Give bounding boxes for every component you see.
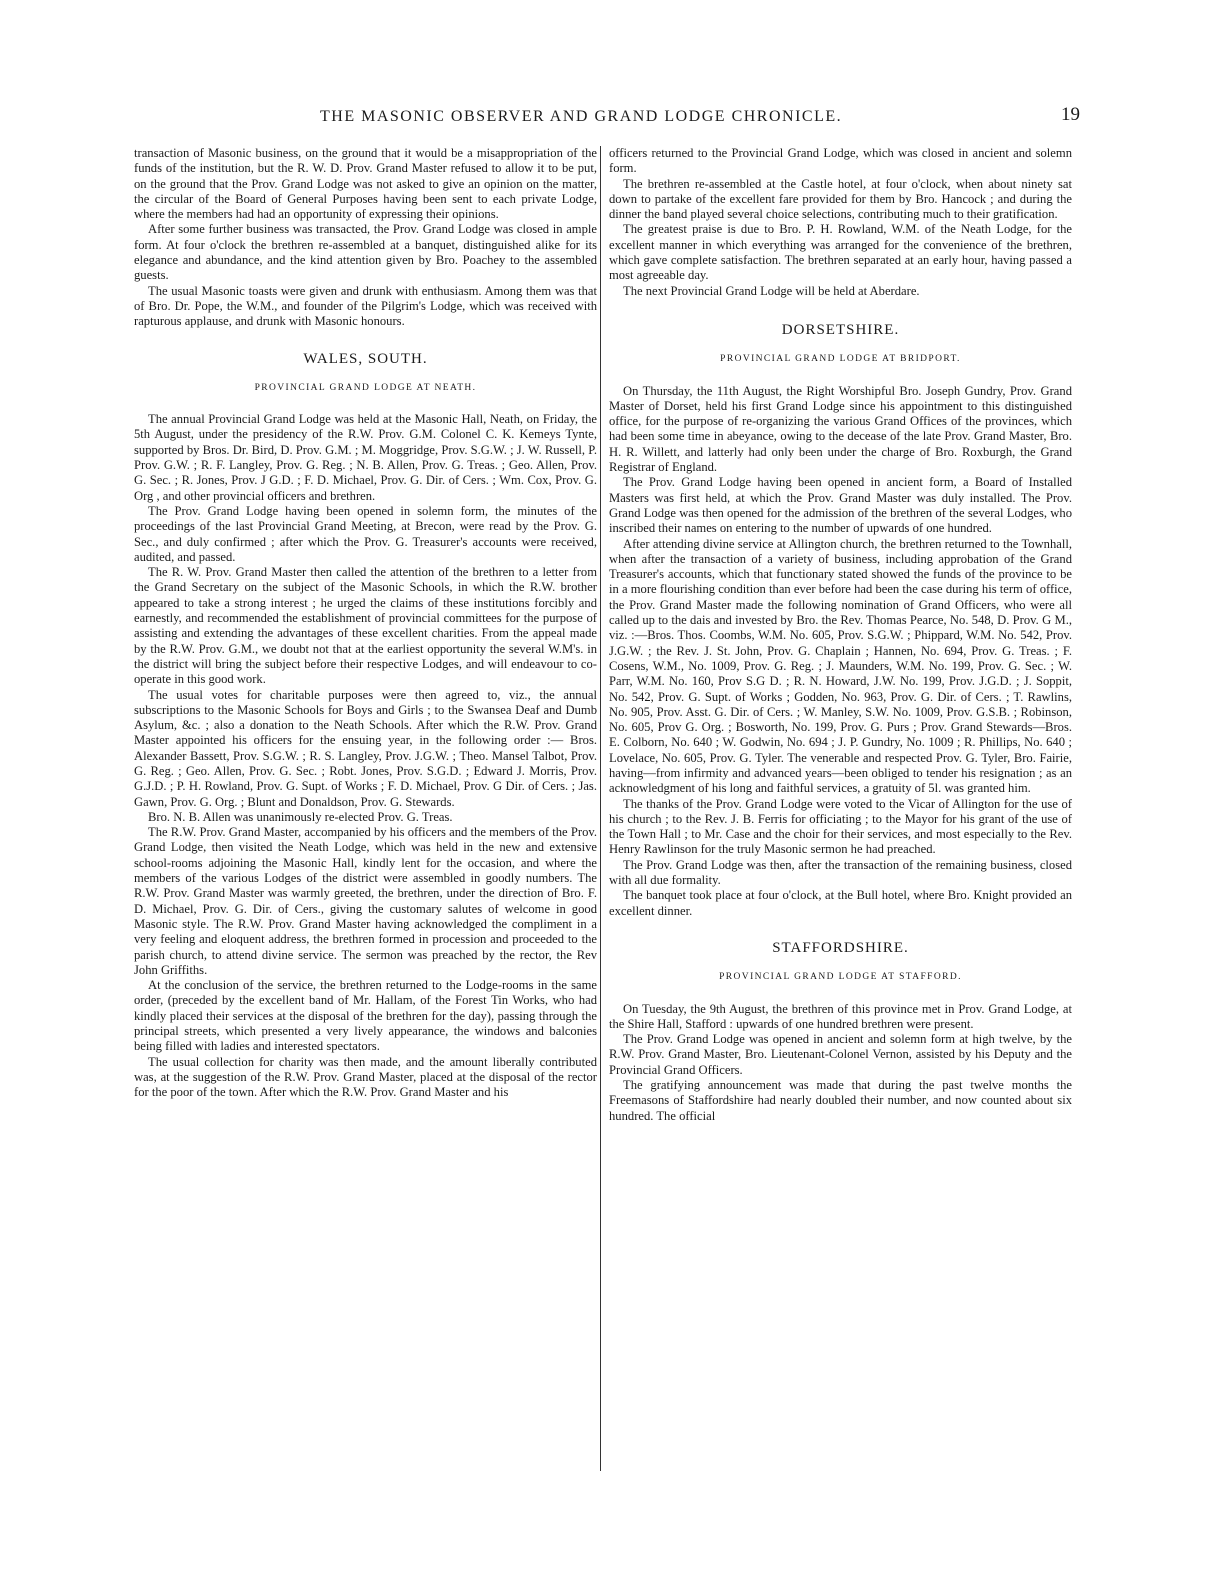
section-subheading-bridport: PROVINCIAL GRAND LODGE AT BRIDPORT. bbox=[720, 354, 961, 365]
column-divider bbox=[600, 146, 601, 1471]
paragraph: The banquet took place at four o'clock, at the Bull hotel, where Bro. Knight provided an excellent dinner. bbox=[609, 888, 1072, 918]
paragraph: Bro. N. B. Allen was unanimously re-elected Prov. G. Treas. bbox=[148, 809, 453, 824]
paragraph: The Prov. Grand Lodge was then, after the transaction of the remaining business, closed with all due formality. bbox=[609, 857, 1072, 888]
paragraph: The greatest praise is due to Bro. P. H. Rowland, W.M. of the Neath Lodge, for the excellent manner in which everything was arranged for the convenience of the brethren, which gave complete satisfaction. The brethren separated at an early hour, having passed a most agreeable day. bbox=[609, 222, 1072, 283]
running-head bbox=[130, 104, 1080, 132]
paragraph: The annual Provincial Grand Lodge was held at the Masonic Hall, Neath, on Friday, the 5th August, under the presidency of the R.W. Prov. G.M. Colonel C. K. Kemeys Tynte, supported by Bros. Dr. Bird, D. Prov. G.M. ; M. Moggridge, Prov. S.G.W. ; J. W. Russell, P. Prov. G.W. ; R. F. Langley, Prov. G. Reg. ; N. B. Allen, Prov. G. Treas. ; Geo. Allen, Prov. G. Sec. ; R. Jones, Prov. J G.D. ; F. D. Michael, Prov. G. Dir. of Cers. ; Wm. Cox, Prov. G. Org , and other provincial officers and brethren. bbox=[134, 412, 597, 503]
section-subheading-stafford: PROVINCIAL GRAND LODGE AT STAFFORD. bbox=[719, 972, 962, 983]
page-number: 19 bbox=[1061, 104, 1080, 125]
paragraph: After attending divine service at Allington church, the brethren returned to the Townhall, when after the transaction of a variety of business, including approbation of the Grand Treasurer's accounts, which that functionary stated showed the funds of the province to be in a more flourishing condition than ever before had been the case during his term of office, the Prov. Grand Master made the following nomination of Grand Officers, who were all called up to the dais and invested by Bro. the Rev. Thomas Pearce, No. 548, D. Prov. G M., viz. :—Bros. Thos. Coombs, W.M. No. 605, Prov. S.G.W. ; Phippard, W.M. No. 542, Prov. J.G.W. ; the Rev. J. St. John, Prov. G. Chaplain ; Hannen, No. 694, Prov. G. Treas. ; F. Cosens, W.M., No. 1009, Prov. G. Reg. ; J. Maunders, W.M. No. 199, Prov. G. Sec. ; W. Parr, W.M. No. 160, Prov S.G D. ; R. N. Howard, J.W. No. 199, Prov. J.G.D. ; J. Soppit, No. 542, Prov. G. Supt. of Works ; Godden, No. 963, Prov. G. Dir. of Cers. ; T. Rawlins, No. 905, Prov. Asst. G. Dir. of Cers. ; W. Manley, S.W. No. 1009, Prov. G.S.B. ; Robinson, No. 605, Prov G. Org. ; Bosworth, No. 199, Prov. G. Purs ; Prov. Grand Stewards—Bros. E. Colborn, No. 640 ; W. Godwin, No. 694 ; J. P. Gundry, No. 1009 ; R. Phillips, No. 640 ; Lovelace, No. 605, Prov. G. Tyler. The venerable and respected Prov. G. Tyler, Bro. Fairie, having—from infirmity and advanced years—been obliged to tender his resignation ; as an acknowledgment of his long and faithful services, a gratuity of 5l. was granted him. bbox=[609, 536, 1072, 796]
right-column bbox=[609, 146, 1072, 1486]
paragraph: The brethren re-assembled at the Castle hotel, at four o'clock, when about ninety sat down to partake of the excellent fare provided for them by Bro. Hancock ; and during the dinner the band played several choice selections, contributing much to their gratification. bbox=[609, 176, 1072, 222]
section-heading-wales-south: WALES, SOUTH. bbox=[303, 350, 428, 367]
paragraph: The gratifying announcement was made that during the past twelve months the Freemasons of Staffordshire had nearly doubled their number, and now counted about six hundred. The official bbox=[609, 1078, 1072, 1123]
paragraph: On Thursday, the 11th August, the Right Worshipful Bro. Joseph Gundry, Prov. Grand Master of Dorset, held his first Grand Lodge since his appointment to this distinguished office, for the purpose of re-organizing the various Grand Offices of the provinces, which had been some time in abeyance, owing to the decease of the late Prov. Grand Master, Bro. H. R. Willett, and latterly had only been under the charge of Bro. Roxburgh, the Grand Registrar of England. bbox=[609, 383, 1072, 475]
paragraph: The usual Masonic toasts were given and drunk with enthusiasm. Among them was that of Bro. Dr. Pope, the W.M., and founder of the Pilgrim's Lodge, which was received with rapturous applause, and drunk with Masonic honours. bbox=[134, 283, 597, 329]
publication-title: THE MASONIC OBSERVER AND GRAND LODGE CHRONICLE. bbox=[320, 108, 843, 125]
paragraph: The Prov. Grand Lodge having been opened in ancient form, a Board of Installed Masters was first held, at which the Prov. Grand Master was duly installed. The Prov. Grand Lodge was then opened for the admission of the brethren of the several Lodges, who inscribed their names on entering to the number of upwards of one hundred. bbox=[609, 475, 1072, 536]
paragraph: The next Provincial Grand Lodge will be held at Aberdare. bbox=[623, 283, 920, 298]
left-column bbox=[134, 146, 597, 1486]
paragraph: The Prov. Grand Lodge having been opened in solemn form, the minutes of the proceedings of the last Provincial Grand Meeting, at Brecon, were read by the Prov. G. Sec., and duly confirmed ; after which the Prov. G. Treasurer's accounts were received, audited, and passed. bbox=[134, 503, 597, 564]
paragraph: The thanks of the Prov. Grand Lodge were voted to the Vicar of Allington for the use of his church ; to the Rev. J. B. Ferris for officiating ; to the Mayor for his grant of the use of the Town Hall ; to Mr. Case and the choir for their services, and most especially to the Rev. Henry Rawlinson for the truly Masonic sermon he had preached. bbox=[609, 796, 1072, 857]
paragraph: officers returned to the Provincial Grand Lodge, which was closed in ancient and solemn form. bbox=[609, 146, 1072, 176]
section-heading-dorsetshire: DORSETSHIRE. bbox=[781, 321, 900, 338]
section-subheading-neath: PROVINCIAL GRAND LODGE AT NEATH. bbox=[254, 382, 477, 393]
paragraph: The usual votes for charitable purposes were then agreed to, viz., the annual subscriptions to the Masonic Schools for Boys and Girls ; to the Swansea Deaf and Dumb Asylum, &c. ; also a donation to the Neath Schools. After which the R.W. Prov. Grand Master appointed his officers for the ensuing year, in the following order :— Bros. Alexander Bassett, Prov. S.G.W. ; R. S. Langley, Prov. J.G.W. ; Theo. Mansel Talbot, Prov. G. Reg. ; Geo. Allen, Prov. G. Sec. ; Robt. Jones, Prov. S.G.D. ; Edward J. Morris, Prov. G.J.D. ; P. H. Rowland, Prov. G. Supt. of Works ; F. D. Michael, Prov. G Dir. of Cers. ; Jas. Gawn, Prov. G. Org. ; Blunt and Donaldson, Prov. G. Stewards. bbox=[134, 687, 597, 809]
paragraph: On Tuesday, the 9th August, the brethren of this province met in Prov. Grand Lodge, at the Shire Hall, Stafford : upwards of one hundred brethren were present. bbox=[609, 1001, 1072, 1031]
paragraph: transaction of Masonic business, on the ground that it would be a misappropriation of the funds of the institution, but the R. W. D. Prov. Grand Master refused to allow it to be put, on the ground that the Prov. Grand Lodge was not asked to give an opinion on the matter, the circular of the Board of General Purposes having been sent to each private Lodge, where the members had had an opportunity of expressing their opinions. bbox=[134, 146, 597, 222]
paragraph: The usual collection for charity was then made, and the amount liberally contributed was, at the suggestion of the R.W. Prov. Grand Master, placed at the disposal of the rector for the poor of the town. After which the R.W. Prov. Grand Master and his bbox=[134, 1054, 597, 1100]
paragraph: The R.W. Prov. Grand Master, accompanied by his officers and the members of the Prov. Grand Lodge, then visited the Neath Lodge, which was held in the new and extensive school-rooms adjoining the Masonic Hall, kindly lent for the occasion, and where the members of the various Lodges of the district were assembled in goodly numbers. The R.W. Prov. Grand Master was warmly greeted, the brethren, under the direction of Bro. F. D. Michael, Prov. G. Dir. of Cers., giving the customary salutes of welcome in good Masonic style. The R.W. Prov. Grand Master having acknowledged the compliment in a very feeling and eloquent address, the brethren formed in procession and proceeded to the parish church, to attend divine service. The sermon was preached by the rector, the Rev John Griffiths. bbox=[134, 825, 597, 977]
paragraph: At the conclusion of the service, the brethren returned to the Lodge-rooms in the same order, (preceded by the excellent band of Mr. Hallam, of the Forest Tin Works, who had kindly placed their services at the disposal of the brethren for the day), passing through the principal streets, which presented a very lively appearance, the windows and balconies being filled with ladies and interested spectators. bbox=[134, 978, 597, 1054]
paragraph: The R. W. Prov. Grand Master then called the attention of the brethren to a letter from the Grand Secretary on the subject of the Masonic Schools, in which the R.W. brother appeared to take a strong interest ; he urged the claims of these institutions forcibly and earnestly, and recommended the establishment of provincial committees for the purpose of assisting and extending the advantages of these excellent charities. From the appeal made by the R.W. Prov. G.M., we doubt not that at the earliest opportunity the several W.M's. in the district will bring the subject before their respective Lodges, and will endeavour to co-operate in this good work. bbox=[134, 565, 597, 687]
section-heading-staffordshire: STAFFORDSHIRE. bbox=[772, 939, 909, 956]
paragraph: After some further business was transacted, the Prov. Grand Lodge was closed in ample form. At four o'clock the brethren re-assembled at a banquet, distinguished alike for its elegance and abundance, and the kind attention given by Bro. Poachey to the assembled guests. bbox=[134, 222, 597, 283]
paragraph: The Prov. Grand Lodge was opened in ancient and solemn form at high twelve, by the R.W. Prov. Grand Master, Bro. Lieutenant-Colonel Vernon, assisted by his Deputy and the Provincial Grand Officers. bbox=[609, 1032, 1072, 1077]
